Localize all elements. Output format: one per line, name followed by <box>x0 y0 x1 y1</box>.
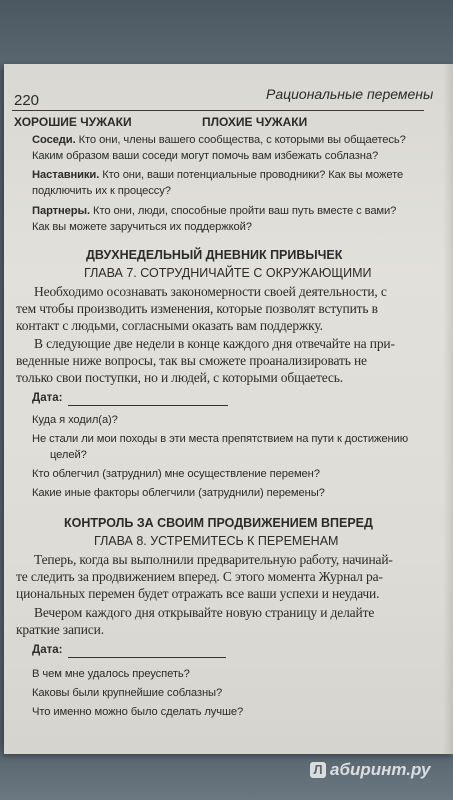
section-title: ДВУХНЕДЕЛЬНЫЙ ДНЕВНИК ПРИВЫЧЕК <box>86 248 343 262</box>
page-edge-shadow <box>443 64 453 754</box>
date-label: Дата: <box>32 392 63 404</box>
body-line: Теперь, когда вы выполнили предварительную работу, начинай- <box>34 552 393 567</box>
question: Куда я ходил(а)? <box>32 414 118 426</box>
column-heading-good: ХОРОШИЕ ЧУЖАКИ <box>14 115 132 129</box>
prompt-line: подключить их к процессу? <box>32 185 171 197</box>
running-head: Рациональные перемены <box>266 86 434 102</box>
prompt-text: Кто они, люди, способные пройти ваш путь вместе с вами? <box>90 205 397 217</box>
background-top <box>0 0 453 70</box>
book-page <box>4 64 453 754</box>
question: Каковы были крупнейшие соблазны? <box>32 687 223 699</box>
body-line: тем чтобы производить изменения, которые позволят вступить в <box>16 301 378 316</box>
prompt-label: Наставники. <box>32 169 100 181</box>
body-line: те следить за продвижением вперед. С этого момента Журнал ра- <box>16 569 383 584</box>
prompt-label: Партнеры. <box>32 205 91 217</box>
column-heading-bad: ПЛОХИЕ ЧУЖАКИ <box>202 115 308 129</box>
prompt-line <box>32 169 403 181</box>
prompt-text: Кто они, члены вашего сообщества, с которыми вы общаетесь? <box>75 134 406 146</box>
watermark-logo-icon: Л <box>310 762 326 778</box>
body-line: контакт с людьми, согласными оказать вам поддержку. <box>16 318 323 333</box>
question-continuation: целей? <box>50 449 87 461</box>
body-line: краткие записи. <box>16 622 104 637</box>
watermark <box>310 760 430 780</box>
body-line: В следующие две недели в конце каждого дня отвечайте на при- <box>34 336 395 351</box>
date-line <box>68 405 228 406</box>
header-rule <box>12 110 424 111</box>
prompt-label: Соседи. <box>32 134 76 146</box>
date-label: Дата: <box>32 644 63 656</box>
prompt-line: Как вы можете заручиться их поддержкой? <box>32 221 252 233</box>
question: В чем мне удалось преуспеть? <box>32 668 190 680</box>
question: Какие иные факторы облегчили (затруднили) перемены? <box>32 487 325 499</box>
date-line <box>68 657 226 658</box>
body-line: Вечером каждого дня открывайте новую страницу и делайте <box>34 605 375 620</box>
prompt-line <box>32 205 396 217</box>
section-title: КОНТРОЛЬ ЗА СВОИМ ПРОДВИЖЕНИЕМ ВПЕРЕД <box>64 516 373 530</box>
body-line: веденные ниже вопросы, так вы сможете проанализировать не <box>16 353 367 368</box>
body-line: Необходимо осознавать закономерности своей деятельности, с <box>34 284 387 299</box>
chapter-title: ГЛАВА 7. СОТРУДНИЧАЙТЕ С ОКРУЖАЮЩИМИ <box>84 266 372 280</box>
chapter-title: ГЛАВА 8. УСТРЕМИТЕСЬ К ПЕРЕМЕНАМ <box>94 534 339 548</box>
prompt-line <box>32 134 406 146</box>
page-number: 220 <box>14 92 40 109</box>
prompt-line: Каким образом ваши соседи могут помочь вам избежать соблазна? <box>32 150 379 162</box>
question: Кто облегчил (затруднил) мне осуществление перемен? <box>32 468 320 480</box>
prompt-text: Кто они, ваши потенциальные проводники? Как вы можете <box>99 169 404 181</box>
watermark-text: абиринт.ру <box>330 760 431 779</box>
body-line: циональных перемен будет отражать все ваши успехи и неудачи. <box>16 586 380 601</box>
question: Что именно можно было сделать лучше? <box>32 706 244 718</box>
question: Не стали ли мои походы в эти места препятствием на пути к достижению <box>32 433 409 445</box>
body-line: только свои поступки, но и людей, с которыми общаетесь. <box>16 370 344 385</box>
